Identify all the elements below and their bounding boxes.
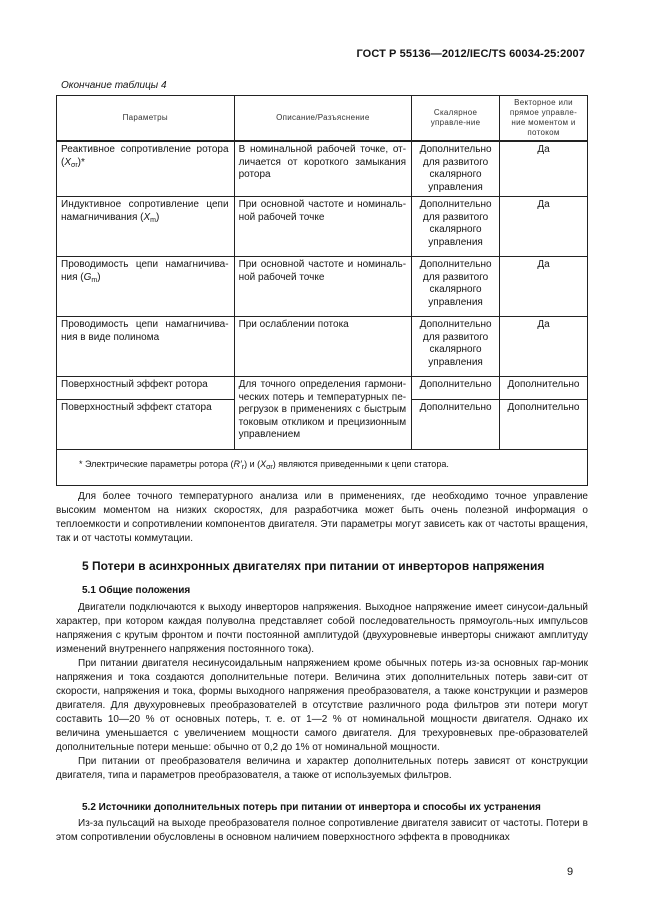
table-row [57,317,588,377]
scalar-cell: Дополнительно для развитого скалярного управления [412,197,500,257]
table-note: * Электрические параметры ротора $(R'_r)$ и $(X_{\sigma r})$ являются приведенными к цепи статора. [57,450,588,486]
param-cell: Индуктивное сопротивление цепи намагничивания $(X_m)$ [57,197,235,257]
param-cell: Реактивное сопротивление ротора $(X_{\sigma r})*$ [57,141,235,197]
table-row [57,257,588,317]
scalar-cell: Дополнительно для развитого скалярного управления [412,141,500,197]
section-5-1-heading: 5.1 Общие положения [82,585,191,596]
table-row [57,197,588,257]
standard-header: ГОСТ Р 55136—2012/IEC/TS 60034-25:2007 [356,48,585,60]
scalar-cell: Дополнительно для развитого скалярного управления [412,257,500,317]
desc-cell: При ослаблении потока [234,317,412,377]
desc-cell: В номинальной рабочей точке, от-личается от короткого замыкания ротора [234,141,412,197]
page-number: 9 [567,866,574,878]
vector-cell: Да [500,197,588,257]
header-parameters: Параметры [57,96,235,142]
vector-cell: Да [500,317,588,377]
vector-cell: Да [500,141,588,197]
param-cell: Проводимость цепи намагничива-ния $(G_m)$ [57,257,235,317]
vector-cell: Да [500,257,588,317]
paragraph: При питании от преобразователя величина и характер дополнительных потерь зависят от конструкции двигателя, типа и параметров преобразователя, а также от используемых фильтров. [56,756,588,781]
scalar-cell: Дополнительно [412,377,500,400]
header-scalar: Скалярное управле-ние [412,96,500,142]
table-row [57,377,588,400]
paragraph: При питании двигателя несинусоидальным напряжением кроме обычных потерь из-за основных гар-моник напряжения и тока создаются дополнительные потери. Величина этих дополнительных потерь зави-сит от скорости, напряжения и тока, формы выходного напряжения преобразователя, а также конструкции и размеров двигателя. Для двухуровневых преобразователей в отсутствие различного рода фильтров эти потери могут составить 10—20 % от основных потерь, т. е. от 1—2 % от номинальной мощности двигателя. Однако их величина уменьшается с увеличением мощности самого двигателя. Для трехуровневых пре-образователей дополнительные потери меньше: обычно от 0,2 до 1% от номинальной мощности. [56,658,588,753]
param-cell: Проводимость цепи намагничива-ния в виде полинома [57,317,235,377]
param-cell: Поверхностный эффект ротора [57,377,235,400]
scalar-cell: Дополнительно для развитого скалярного управления [412,317,500,377]
param-cell: Поверхностный эффект статора [57,400,235,450]
section-5-2-text [56,817,588,845]
parameters-table [56,95,588,486]
section-5-2-heading: 5.2 Источники дополнительных потерь при питании от инвертора и способы их устранения [82,802,541,813]
header-vector: Векторное или прямое управле-ние моментом и потоком [500,96,588,142]
table-caption: Окончание таблицы 4 [61,80,167,91]
scalar-cell: Дополнительно [412,400,500,450]
vector-cell: Дополнительно [500,400,588,450]
vector-cell: Дополнительно [500,377,588,400]
paragraph: Двигатели подключаются к выходу инверторов напряжения. Выходное напряжение имеет синусои-дальный характер, при котором каждая полуволна представляет собой последовательность прямоуголь-ных импульсов напряжения с крутым фронтом и почти постоянной амплитудой (двухуровневые инверторы снижают амплитуду изменений внутреннего напряжения постоянного тока). [56,602,588,655]
desc-cell: При основной частоте и номиналь-ной рабочей точке [234,257,412,317]
header-description: Описание/Разъяснение [234,96,412,142]
thermal-analysis-paragraph: Для более точного температурного анализа или в применениях, где необходимо точное управление высоким моментом на низких скоростях, для разработчика может быть очень полезной информация о теплоемкости и сопротивлении компонентов двигателя. Эти параметры могут зависеть как от частоты вращения, так и от частоты коммутации. [56,491,588,544]
table-note-row [57,450,588,486]
merged-desc-cell: Для точного определения гармони-ческих потерь и температурных пе-регрузок в применениях с быстрым токовым откликом и прецизионным управлением [234,377,412,450]
section-5-heading: 5 Потери в асинхронных двигателях при питании от инверторов напряжения [82,559,545,573]
table-row [57,141,588,197]
paragraph: Из-за пульсаций на выходе преобразователя полное сопротивление двигателя зависит от частоты. Потери в этом сопротивлении обусловлены в основном наличием поверхностного эффекта в проводниках [56,818,588,843]
desc-cell: При основной частоте и номиналь-ной рабочей точке [234,197,412,257]
section-5-1-text [56,601,588,783]
